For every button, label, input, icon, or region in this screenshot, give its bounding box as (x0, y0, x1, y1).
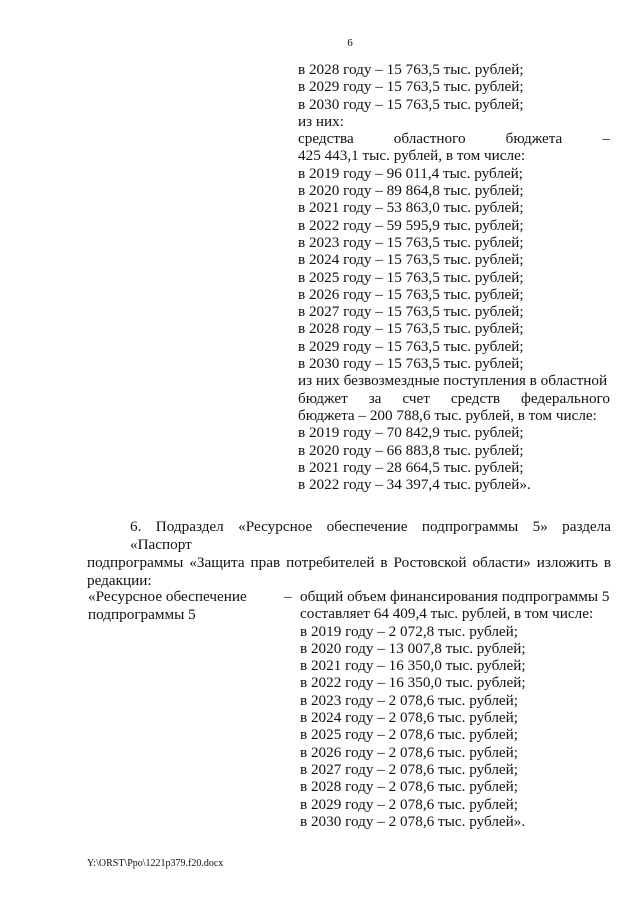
text-line: в 2025 году – 2 078,6 тыс. рублей; (300, 726, 518, 744)
text-line: в 2026 году – 15 763,5 тыс. рублей; (298, 285, 524, 303)
text-line: в 2025 году – 15 763,5 тыс. рублей; (298, 268, 524, 286)
passport-field-label-line: «Ресурсное обеспечение (88, 588, 247, 605)
text-line: в 2028 году – 15 763,5 тыс. рублей; (298, 320, 524, 338)
text-line: бюджета – 200 788,6 тыс. рублей, в том числе: (298, 406, 597, 424)
text-line: в 2022 году – 59 595,9 тыс. рублей; (298, 216, 524, 234)
text-line: в 2020 году – 13 007,8 тыс. рублей; (300, 639, 526, 657)
passport-field-value (300, 588, 612, 830)
text-line: в 2019 году – 96 011,4 тыс. рублей; (298, 164, 524, 182)
text-word: бюджета (505, 130, 563, 148)
text-line: в 2021 году – 16 350,0 тыс. рублей; (300, 657, 526, 675)
text-line: в 2027 году – 2 078,6 тыс. рублей; (300, 760, 518, 778)
document-file-path: Y:\ORST\Ppo\1221p379.f20.docx (87, 858, 224, 869)
text-line: в 2019 году – 70 842,9 тыс. рублей; (298, 424, 524, 442)
text-line: в 2021 году – 53 863,0 тыс. рублей; (298, 199, 524, 217)
text-line: в 2027 году – 15 763,5 тыс. рублей; (298, 303, 524, 321)
text-line: из них: (298, 112, 344, 130)
text-line: в 2024 году – 15 763,5 тыс. рублей; (298, 251, 524, 269)
text-line: в 2030 году – 2 078,6 тыс. рублей». (300, 812, 526, 830)
text-line: в 2028 году – 15 763,5 тыс. рублей; (298, 61, 524, 78)
passport-field-label (88, 588, 288, 624)
text-word: средств (450, 389, 501, 407)
text-line: в 2029 году – 2 078,6 тыс. рублей; (300, 795, 518, 813)
funding-breakdown-continued (298, 61, 610, 493)
text-line (298, 390, 610, 407)
text-word: средства (298, 130, 354, 148)
text-line: в 2020 году – 89 864,8 тыс. рублей; (298, 182, 524, 200)
text-line: общий объем финансирования подпрограммы 5 (300, 588, 610, 605)
text-line: в 2030 году – 15 763,5 тыс. рублей; (298, 95, 524, 113)
amendment-paragraph (87, 518, 611, 590)
text-line: в 2028 году – 2 078,6 тыс. рублей; (300, 778, 518, 796)
amendment-paragraph-rest: подпрограммы «Защита прав потребителей в Ростовской области» изложить в редакции: (87, 554, 611, 589)
passport-field-dash: – (284, 588, 292, 605)
text-line: в 2023 году – 15 763,5 тыс. рублей; (298, 233, 524, 251)
text-line: в 2023 году – 2 078,6 тыс. рублей; (300, 691, 518, 709)
text-line: в 2021 году – 28 664,5 тыс. рублей; (298, 458, 524, 476)
text-line: в 2029 году – 15 763,5 тыс. рублей; (298, 78, 524, 96)
text-word: областного (393, 130, 466, 148)
page-number: 6 (347, 37, 353, 49)
text-word: федерального (521, 389, 610, 407)
text-line: в 2029 году – 15 763,5 тыс. рублей; (298, 337, 524, 355)
text-line: в 2022 году – 16 350,0 тыс. рублей; (300, 674, 526, 692)
text-word: – (602, 130, 610, 148)
text-line: в 2024 году – 2 078,6 тыс. рублей; (300, 709, 518, 727)
text-line: в 2022 году – 34 397,4 тыс. рублей». (298, 476, 531, 494)
amendment-paragraph-first-line: 6. Подраздел «Ресурсное обеспечение подпрограммы 5» раздела «Паспорт (130, 518, 611, 553)
text-line: из них безвозмездные поступления в областной (298, 372, 608, 390)
text-line: в 2020 году – 66 883,8 тыс. рублей; (298, 441, 524, 459)
text-line: в 2019 году – 2 072,8 тыс. рублей; (300, 622, 518, 640)
text-line: в 2026 году – 2 078,6 тыс. рублей; (300, 743, 518, 761)
passport-field-label-line: подпрограммы 5 (88, 606, 196, 623)
text-line: 425 443,1 тыс. рублей, в том числе: (298, 147, 526, 165)
text-line (298, 130, 610, 147)
text-word: бюджет (298, 389, 348, 407)
text-word: счет (402, 389, 430, 407)
text-line: составляет 64 409,4 тыс. рублей, в том числе: (300, 605, 594, 623)
text-word: за (368, 389, 382, 407)
text-line: в 2030 году – 15 763,5 тыс. рублей; (298, 355, 524, 373)
